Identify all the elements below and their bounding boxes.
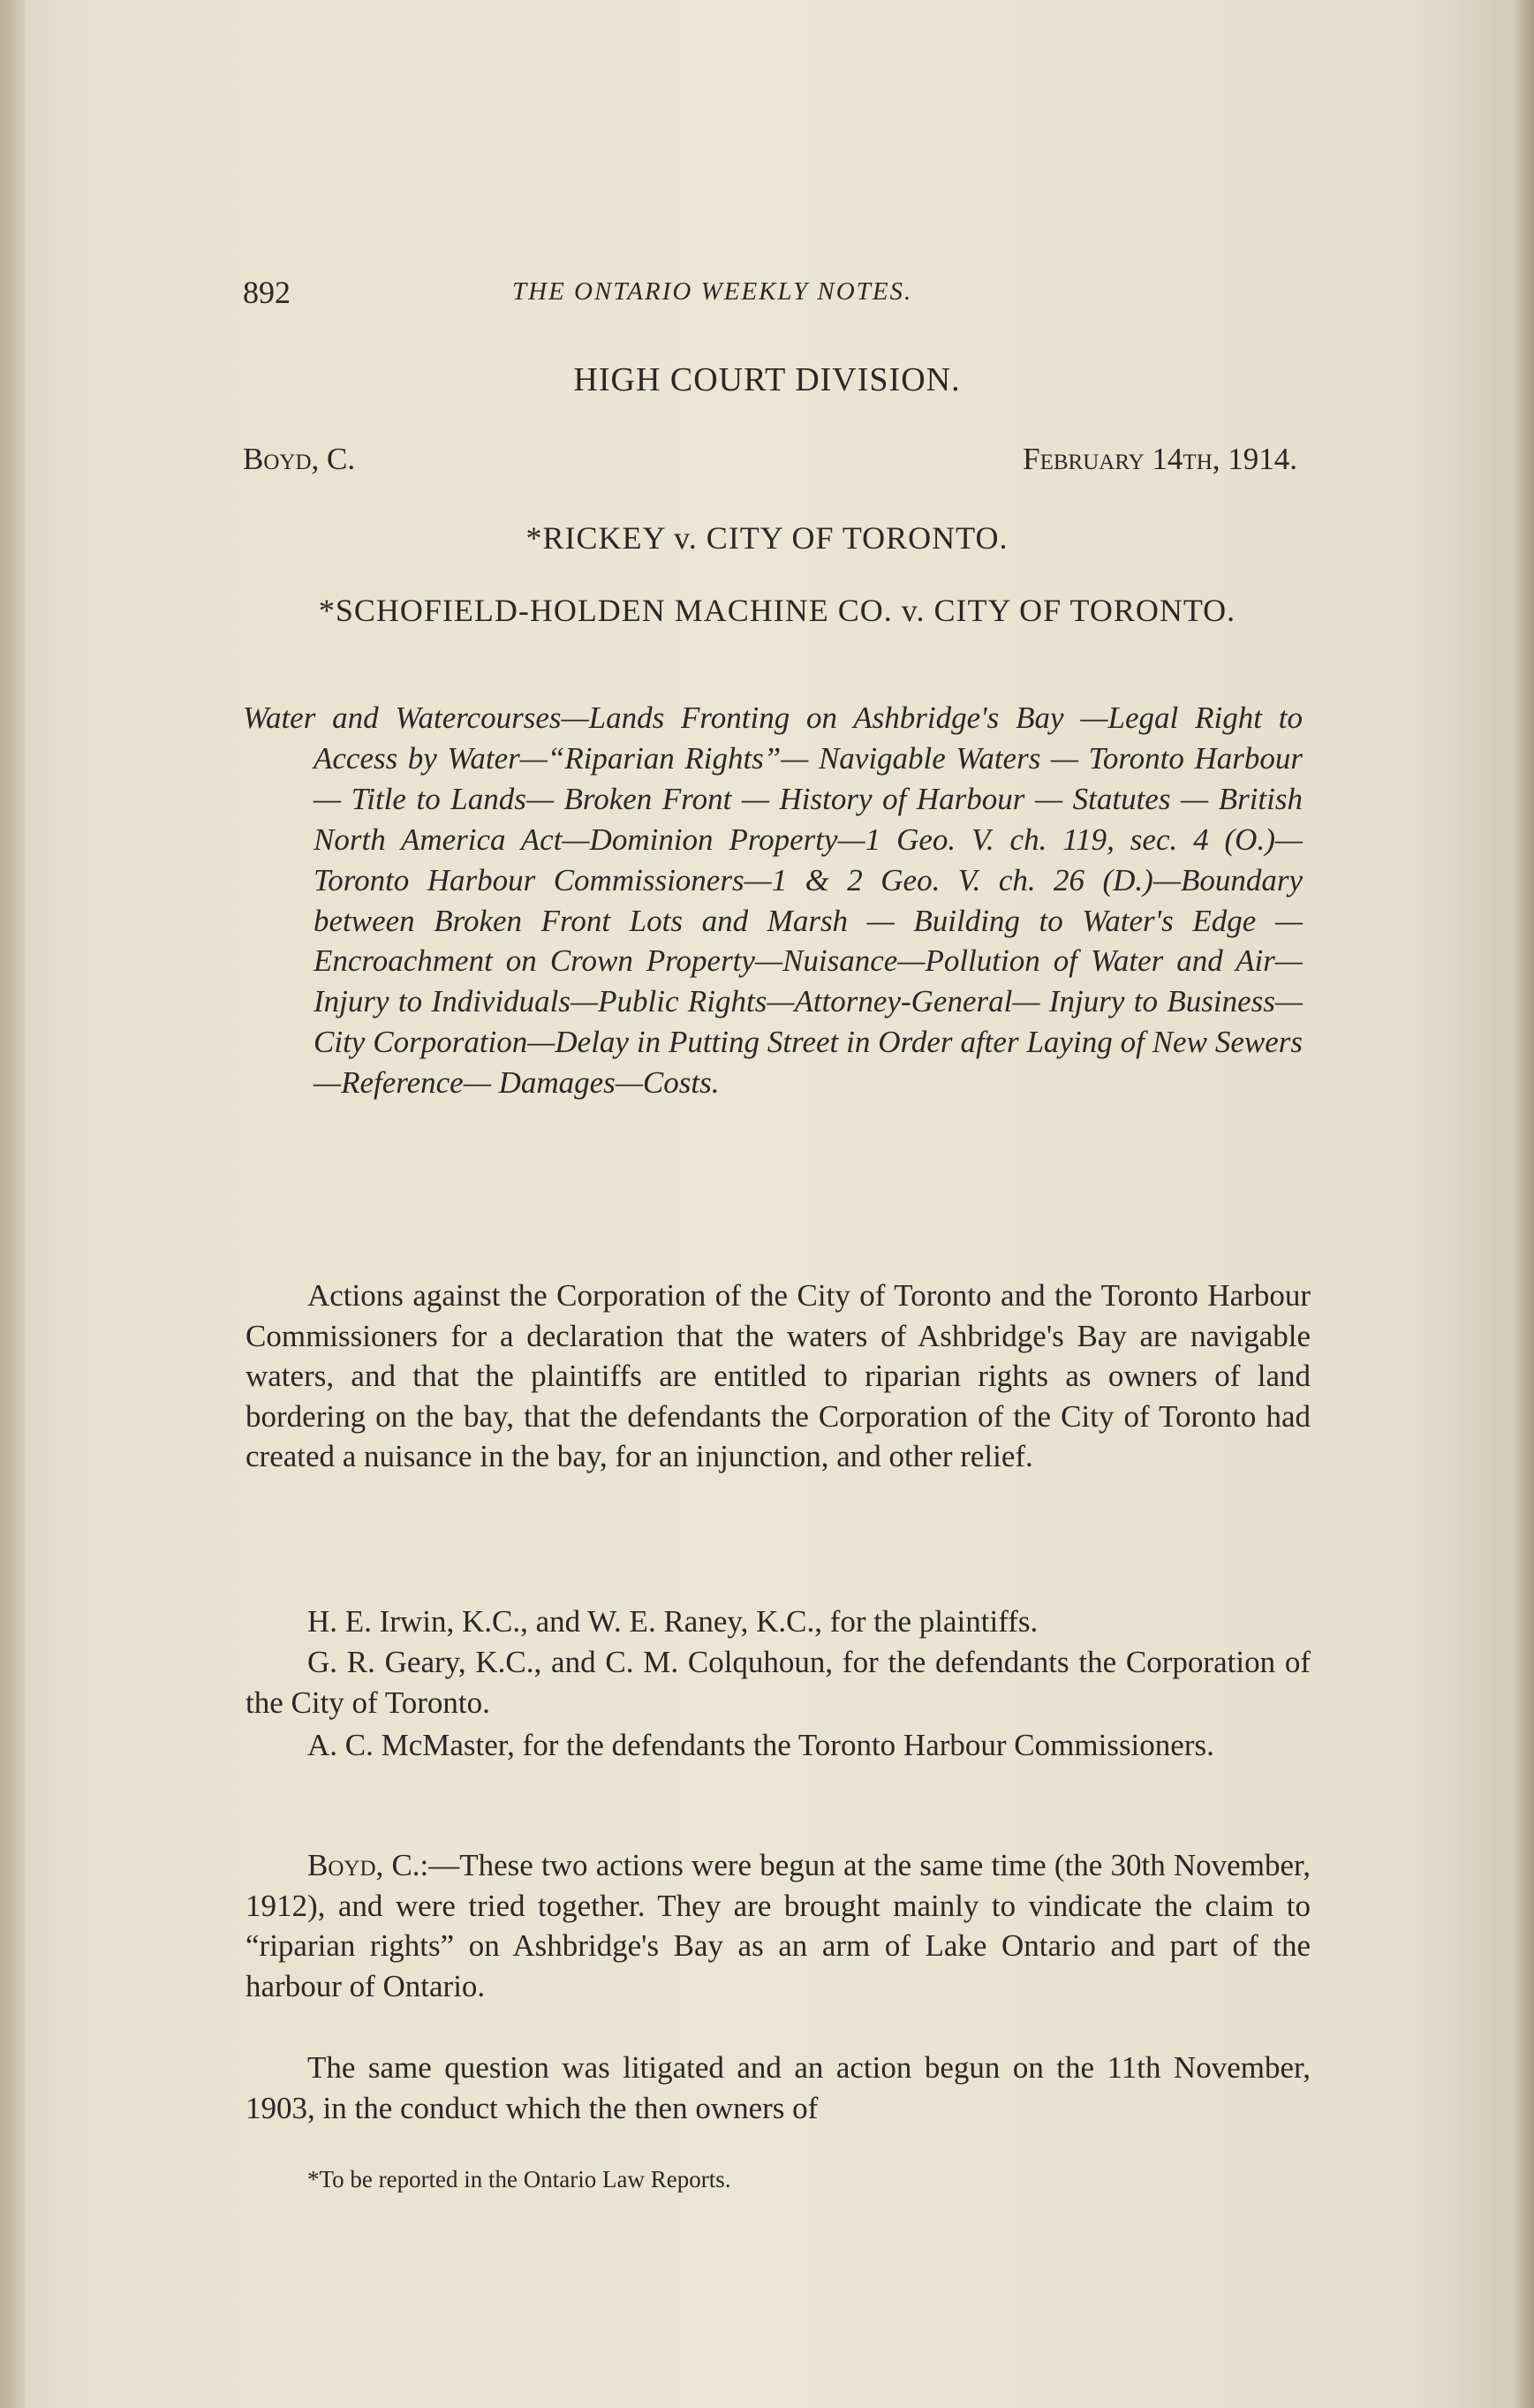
- counsel-city: G. R. Geary, K.C., and C. M. Colquhoun, for the defendants the Corporation of the City of Toronto.: [246, 1645, 1311, 1720]
- running-title: THE ONTARIO WEEKLY NOTES.: [512, 277, 913, 306]
- counsel-plaintiffs: H. E. Irwin, K.C., and W. E. Raney, K.C., for the plaintiffs.: [307, 1604, 1039, 1639]
- intro-paragraph: Actions against the Corporation of the City of Toronto and the Toronto Harbour Commissioners for a declaration that the waters of Ashbridge's Bay are navigable waters, and that the plaintiffs are entitled to riparian rights as owners of land bordering on the bay, that the defendants the Corporation of the City of Toronto had created a nuisance in the bay, for an injunction, and other relief.: [246, 1278, 1311, 1473]
- counsel-harbour: A. C. McMaster, for the defendants the Toronto Harbour Commissioners.: [307, 1728, 1214, 1762]
- decision-date: February 14th, 1914.: [1023, 442, 1297, 476]
- case-title-1: *RICKEY v. CITY OF TORONTO.: [525, 520, 1009, 556]
- case-title-2: *SCHOFIELD-HOLDEN MACHINE CO. v. CITY OF TORONTO.: [318, 593, 1236, 628]
- page-header: [243, 274, 1303, 318]
- headnote: Water and Watercourses—Lands Fronting on Ashbridge's Bay —Legal Right to Access by Water—“Riparian Rights”— Navigable Waters — Toronto Harbour — Title to Lands— Broken Front — History of Harbour — Statutes — British North America Act—Dominion Property—1 Geo. V. ch. 119, sec. 4 (O.)—Toronto Harbour Commissioners—1 & 2 Geo. V. ch. 26 (D.)—Boundary between Broken Front Lots and Marsh — Building to Water's Edge — Encroachment on Crown Property—Nuisance—Pollution of Water and Air— Injury to Individuals—Public Rights—Attorney-General— Injury to Business—City Corporation—Delay in Putting Street in Order after Laying of New Sewers—Reference— Damages—Costs.: [243, 700, 1303, 1101]
- opinion-paragraph-2: The same question was litigated and an action begun on the 11th November, 1903, in the conduct which the then owners of: [246, 2050, 1311, 2125]
- division-heading: HIGH COURT DIVISION.: [573, 361, 961, 398]
- judge-name: Boyd, C.: [243, 442, 356, 476]
- footnote: *To be reported in the Ontario Law Reports.: [307, 2166, 731, 2192]
- opinion-judge: Boyd, C.: [307, 1848, 420, 1882]
- opinion-text-1: :—These two actions were begun at the same time (the 30th November, 1912), and were tried together. They are brought mainly to vindicate the claim to “riparian rights” on Ashbridge's Bay as an arm of Lake Ontario and part of the harbour of Ontario.: [246, 1848, 1311, 2003]
- page-number: 892: [243, 275, 291, 310]
- opinion-paragraph-1: [246, 1845, 1311, 2006]
